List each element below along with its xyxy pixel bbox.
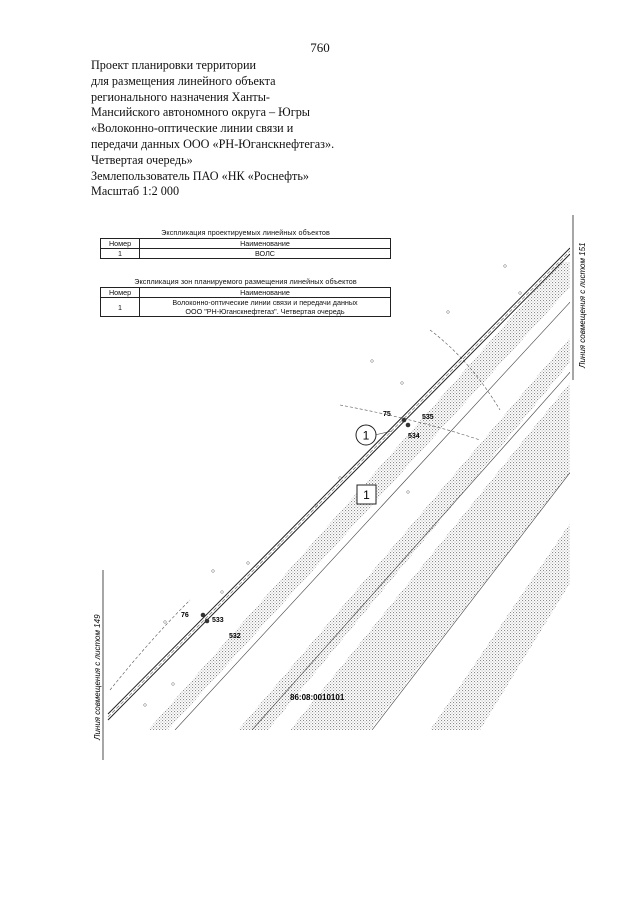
cell-number: 1 [101, 249, 140, 259]
point-label: 75 [383, 411, 391, 418]
point-label: 533 [212, 617, 224, 624]
left-match-line-label: Линия совмещения с листом 149 [93, 614, 102, 740]
header-name: Наименование [140, 288, 391, 298]
title-line: Четвертая очередь» [91, 152, 193, 167]
cell-name: ВОЛС [140, 249, 391, 259]
svg-text:1: 1 [362, 428, 370, 443]
header-number: Номер [101, 239, 140, 249]
title-line: для размещения линейного объекта [91, 73, 276, 88]
explication-objects-caption: Экспликация проектируемых линейных объектов [161, 228, 330, 237]
boundary-line [252, 370, 572, 730]
title-line: передачи данных ООО «РН-Юганскнефтегаз». [91, 136, 335, 151]
boundary-point [205, 619, 210, 624]
point-label: 535 [422, 414, 434, 421]
zone-marker [357, 485, 376, 504]
header-number: Номер [101, 288, 140, 298]
header-name: Наименование [140, 239, 391, 249]
cell-number: 1 [101, 298, 140, 317]
title-line: Мансийского автономного округа – Югры [91, 105, 310, 120]
right-match-line-label: Линия совмещения с листом 151 [578, 242, 587, 368]
cell-name-line: ООО "РН-Юганскнефтегаз". Четвертая очередь [185, 307, 345, 316]
object-marker [356, 425, 392, 445]
svg-text:1: 1 [363, 488, 370, 502]
title-line: Масштаб 1:2 000 [91, 184, 180, 199]
point-label: 532 [229, 633, 241, 640]
dashed-line [110, 600, 190, 690]
cell-name-line: Волоконно-оптические линии связи и передачи данных [172, 298, 358, 307]
cadastral-block-label: 86:08:0010101 [290, 693, 345, 702]
title-line: «Волоконно-оптические линии связи и [91, 121, 294, 136]
page-number: 760 [310, 40, 330, 55]
title-line: Землепользователь ПАО «НК «Роснефть» [91, 168, 310, 183]
boundary-point [201, 613, 206, 618]
title-line: Проект планировки территории [91, 58, 257, 72]
point-label: 534 [408, 433, 420, 440]
point-label: 76 [181, 612, 189, 619]
boundary-point [406, 423, 411, 428]
title-line: регионального назначения Ханты- [91, 89, 270, 104]
boundary-point [402, 418, 407, 423]
explication-zones-caption: Экспликация зон планируемого размещения линейных объектов [134, 277, 357, 286]
